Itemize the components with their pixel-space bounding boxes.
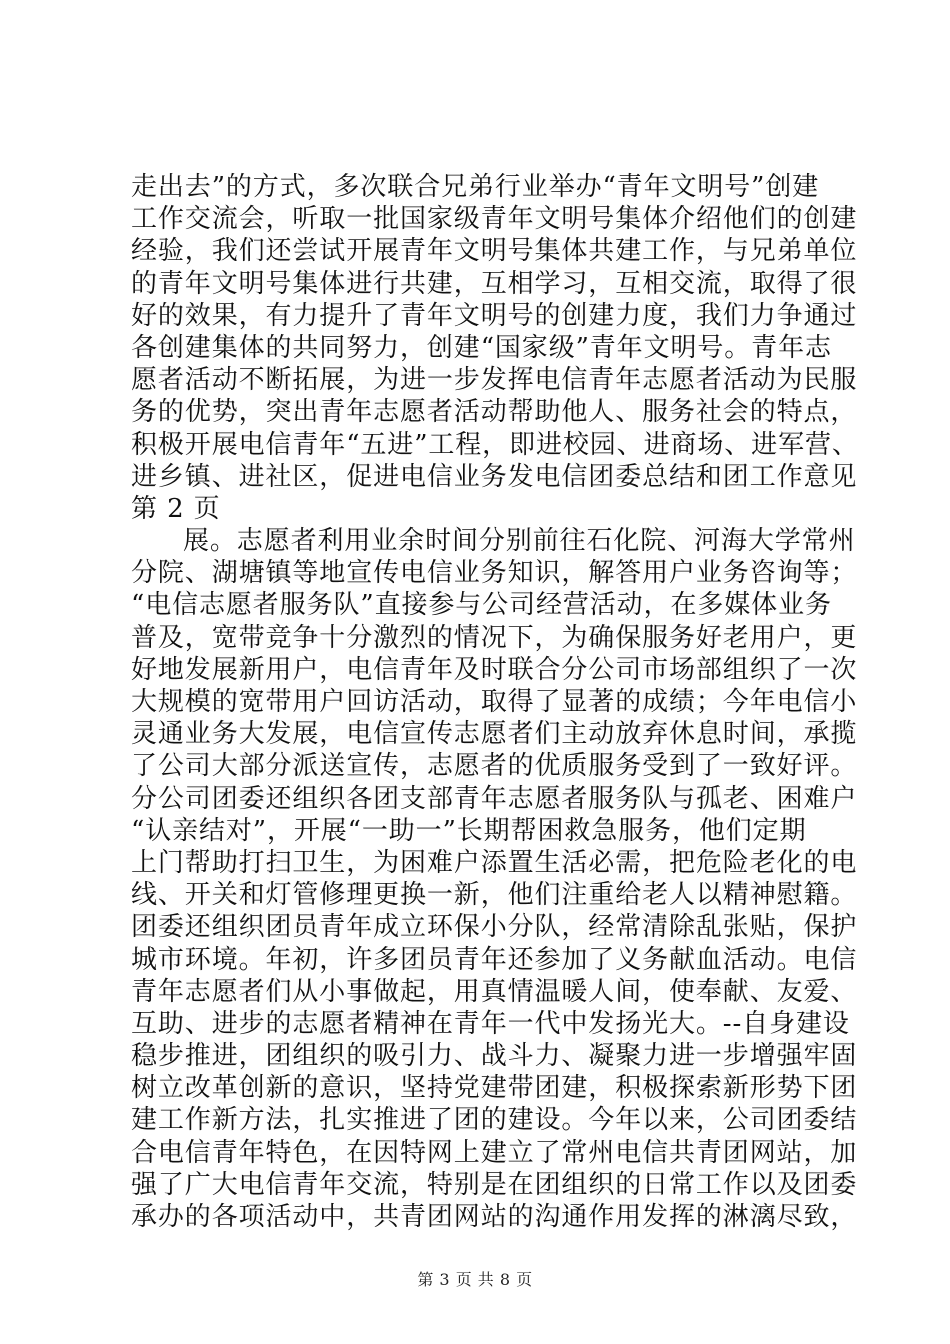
- text-line: 大规模的宽带用户回访活动，取得了显著的成绩；今年电信小: [131, 687, 858, 717]
- text-line: 好的效果，有力提升了青年文明号的创建力度，我们力争通过: [131, 300, 858, 331]
- text-line: 积极开展电信青年“五进”工程，即进校园、进商场、进军营、: [131, 429, 859, 460]
- text-line: 分院、湖塘镇等地宣传电信业务知识，解答用户业务咨询等；: [131, 558, 858, 589]
- text-line: 好地发展新用户，电信青年及时联合分公司市场部组织了一次: [131, 654, 858, 685]
- text-line: 展。志愿者利用业余时间分别前往石化院、河海大学常州: [183, 526, 856, 557]
- text-line: 线、开关和灯管修理更换一新，他们注重给老人以精神慰籍。: [131, 880, 858, 911]
- text-line: 青年志愿者们从小事做起，用真情温暖人间，使奉献、友爱、: [131, 976, 858, 1007]
- page-marker: 第 2 页: [131, 493, 221, 524]
- text-line: 上门帮助打扫卫生，为困难户添置生活必需，把危险老化的电: [131, 847, 858, 878]
- text-line: 经验，我们还尝试开展青年文明号集体共建工作，与兄弟单位: [131, 236, 858, 267]
- text-line: 建工作新方法，扎实推进了团的建设。今年以来，公司团委结: [131, 1105, 858, 1136]
- text-line: “电信志愿者服务队”直接参与公司经营活动，在多媒体业务: [131, 590, 832, 621]
- text-line: 愿者活动不断拓展，为进一步发挥电信青年志愿者活动为民服: [131, 365, 858, 396]
- text-line: 各创建集体的共同努力，创建“国家级”青年文明号。青年志: [131, 332, 832, 363]
- text-line: 进乡镇、进社区，促进电信业务发电信团委总结和团工作意见: [131, 461, 858, 492]
- text-line: 务的优势，突出青年志愿者活动帮助他人、服务社会的特点，: [131, 397, 858, 428]
- text-line: 树立改革创新的意识，坚持党建带团建，积极探索新形势下团: [131, 1073, 858, 1104]
- text-line: 工作交流会，听取一批国家级青年文明号集体介绍他们的创建: [131, 204, 858, 235]
- text-line: 走出去”的方式，多次联合兄弟行业举办“青年文明号”创建: [131, 172, 820, 202]
- body-text: [131, 171, 859, 1233]
- text-line: 承办的各项活动中，共青团网站的沟通作用发挥的淋漓尽致，: [131, 1202, 858, 1232]
- text-line: 团委还组织团员青年成立环保小分队，经常清除乱张贴，保护: [131, 912, 858, 943]
- text-line: 普及，宽带竞争十分激烈的情况下，为确保服务好老用户，更: [131, 622, 858, 653]
- text-line: 的青年文明号集体进行共建，互相学习，互相交流，取得了很: [131, 268, 858, 299]
- text-line: 分公司团委还组织各团支部青年志愿者服务队与孤老、困难户: [131, 783, 858, 814]
- page-footer: 第 3 页 共 8 页: [417, 1270, 533, 1289]
- text-line: 稳步推进，团组织的吸引力、战斗力、凝聚力进一步增强牢固: [131, 1041, 858, 1072]
- text-line: 了公司大部分派送宣传，志愿者的优质服务受到了一致好评。: [131, 751, 858, 782]
- text-line: “认亲结对”，开展“一助一”长期帮困救急服务，他们定期: [131, 815, 807, 846]
- text-line: 灵通业务大发展，电信宣传志愿者们主动放弃休息时间，承揽: [131, 719, 858, 750]
- text-line: 互助、进步的志愿者精神在青年一代中发扬光大。--自身建设: [131, 1008, 850, 1039]
- text-line: 城市环境。年初，许多团员青年还参加了义务献血活动。电信: [131, 944, 858, 975]
- text-line: 强了广大电信青年交流，特别是在团组织的日常工作以及团委: [131, 1169, 858, 1200]
- text-line: 合电信青年特色，在因特网上建立了常州电信共青团网站，加: [131, 1137, 858, 1168]
